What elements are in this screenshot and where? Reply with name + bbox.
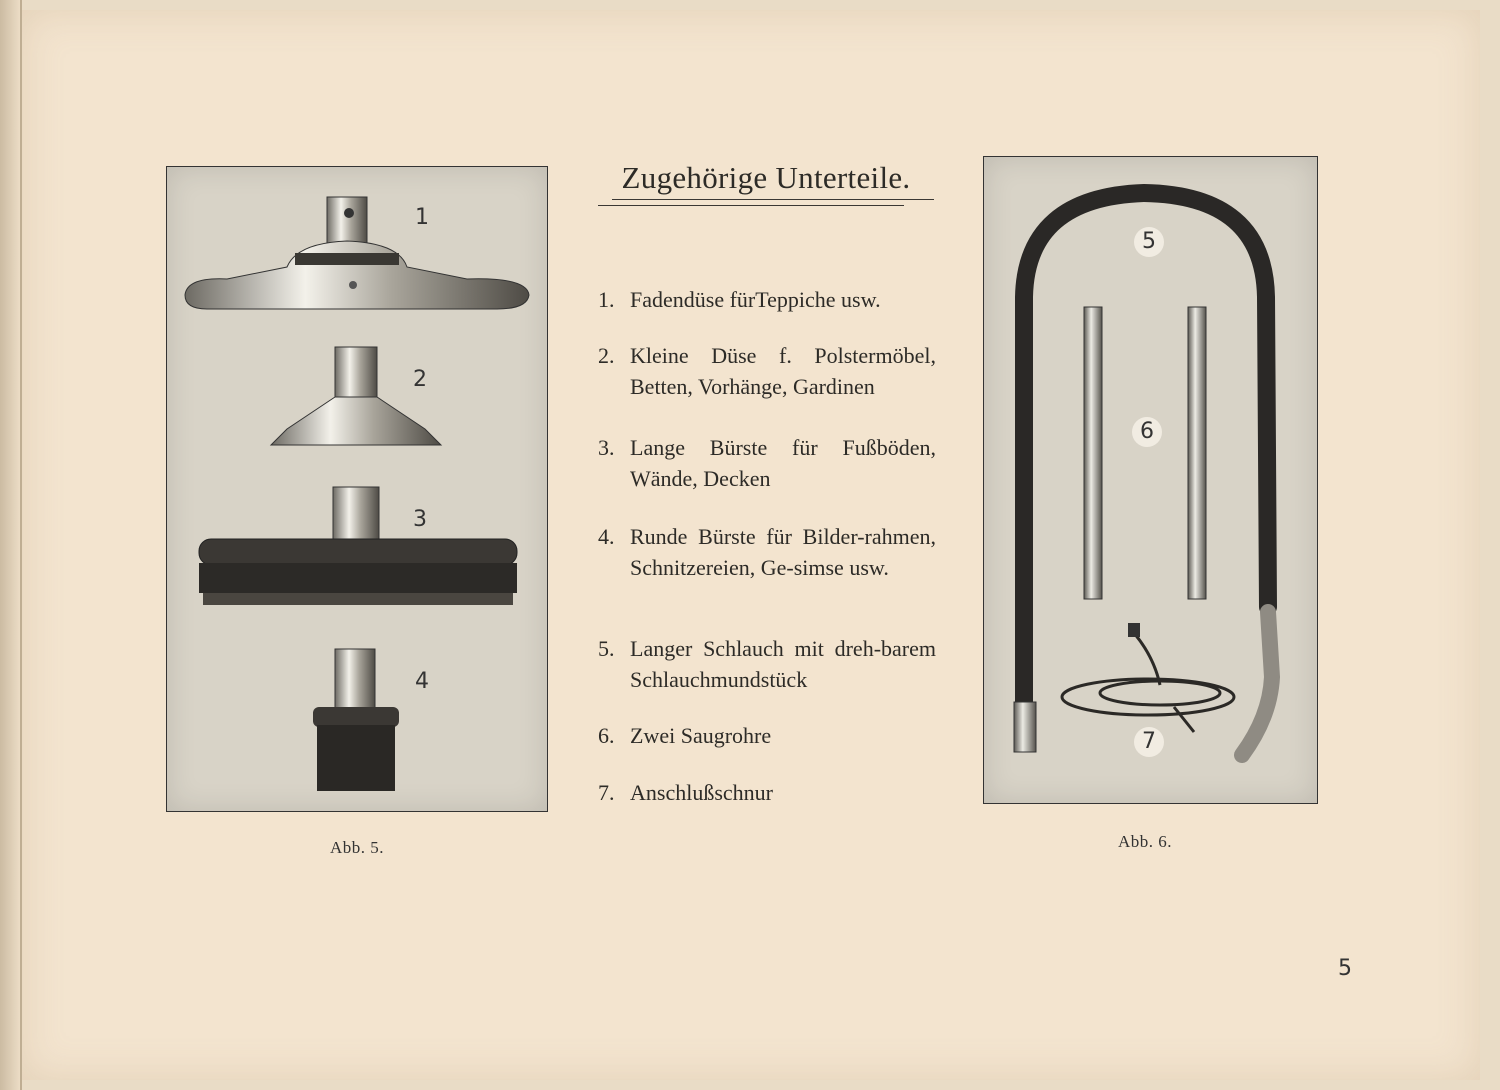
list-item-text: Kleine Düse f. Polstermöbel, Betten, Vorhänge, Gardinen xyxy=(630,343,936,399)
heading-underline-2 xyxy=(598,205,904,206)
list-item-text: Fadendüse fürTeppiche usw. xyxy=(630,287,881,312)
figure-hose-photo xyxy=(983,156,1318,804)
list-item-number: 2. xyxy=(598,343,615,368)
figure-label-7: 7 xyxy=(1134,727,1164,757)
round-brush-image xyxy=(313,649,399,791)
figure-label-5: 5 xyxy=(1134,227,1164,257)
list-item-number: 6. xyxy=(598,723,615,748)
figure-label-3: 3 xyxy=(413,507,427,532)
figure-attachments-photo xyxy=(166,166,548,812)
hose-image xyxy=(1014,193,1272,755)
figure-left-caption: Abb. 5. xyxy=(330,838,385,857)
section-heading: Zugehörige Unterteile. xyxy=(621,160,911,195)
list-item-number: 7. xyxy=(598,780,615,805)
list-item-number: 3. xyxy=(598,435,615,460)
thread-nozzle-image xyxy=(185,197,529,309)
figure-label-4: 4 xyxy=(415,669,429,694)
list-item-text: Langer Schlauch mit dreh-barem Schlauchmundstück xyxy=(630,636,936,692)
list-item-text: Zwei Saugrohre xyxy=(630,723,772,748)
book-spine xyxy=(0,0,22,1090)
figure-right-caption: Abb. 6. xyxy=(1118,832,1173,851)
list-item-number: 4. xyxy=(598,524,615,549)
list-item-number: 5. xyxy=(598,636,615,661)
list-item-number: 1. xyxy=(598,287,615,312)
list-item-text: Anschlußschnur xyxy=(630,780,773,805)
figure-label-2: 2 xyxy=(413,367,427,392)
power-cord-image xyxy=(1062,623,1234,732)
page-number: 5 xyxy=(1338,956,1352,981)
figure-label-1: 1 xyxy=(415,205,429,230)
suction-tubes-image xyxy=(1084,307,1206,599)
heading-underline xyxy=(612,199,934,200)
list-item-text: Lange Bürste für Fußböden, Wände, Decken xyxy=(630,435,936,491)
long-brush-image xyxy=(199,487,517,605)
attachments-illustration xyxy=(167,167,547,811)
figure-label-6: 6 xyxy=(1132,417,1162,447)
list-item-text: Runde Bürste für Bilder-rahmen, Schnitzereien, Ge-simse usw. xyxy=(630,524,936,580)
upholstery-nozzle-image xyxy=(271,347,441,445)
